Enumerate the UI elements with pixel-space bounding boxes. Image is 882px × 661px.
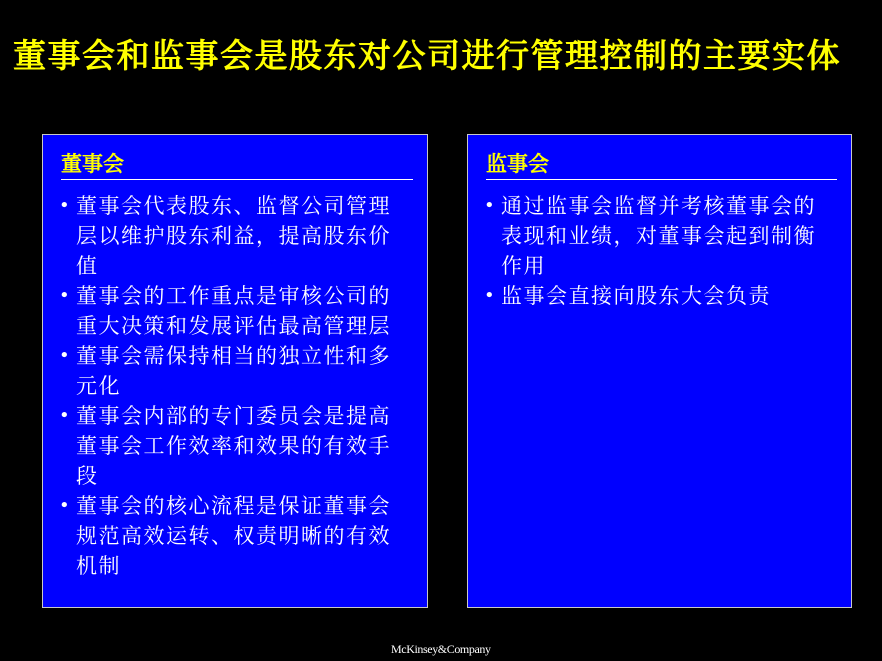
board-of-directors-panel: [42, 134, 428, 608]
bullet-item: [57, 341, 411, 401]
bullet-text: 董事会代表股东、监督公司管理层以维护股东利益，提高股东价值: [76, 194, 391, 278]
bullet-text: 董事会的工作重点是审核公司的重大决策和发展评估最高管理层: [76, 284, 391, 338]
mckinsey-logo: McKinsey&Company: [391, 642, 491, 656]
board-of-directors-heading: [61, 149, 413, 180]
board-of-directors-heading-text: 董事会: [61, 151, 124, 176]
bullet-text: 通过监事会监督并考核董事会的表现和业绩，对董事会起到制衡作用: [501, 194, 816, 278]
bullet-icon: •: [484, 195, 497, 216]
bullet-icon: •: [59, 285, 72, 306]
bullet-text: 董事会的核心流程是保证董事会规范高效运转、权责明晰的有效机制: [76, 494, 391, 578]
bullet-icon: •: [59, 405, 72, 426]
bullet-icon: •: [59, 495, 72, 516]
board-of-supervisors-bullet-list: [482, 191, 835, 311]
bullet-text: 董事会需保持相当的独立性和多元化: [76, 344, 391, 398]
bullet-item: [57, 491, 411, 581]
bullet-item: [57, 281, 411, 341]
board-of-directors-bullet-list: [57, 191, 411, 581]
bullet-icon: •: [484, 285, 497, 306]
slide-title: 董事会和监事会是股东对公司进行管理控制的主要实体: [13, 36, 841, 75]
bullet-text: 董事会内部的专门委员会是提高董事会工作效率和效果的有效手段: [76, 404, 391, 488]
board-of-supervisors-heading: [486, 149, 837, 180]
bullet-item: [482, 191, 835, 281]
bullet-icon: •: [59, 345, 72, 366]
bullet-item: [57, 191, 411, 281]
bullet-item: [57, 401, 411, 491]
bullet-item: [482, 281, 835, 311]
bullet-text: 监事会直接向股东大会负责: [501, 284, 771, 308]
bullet-icon: •: [59, 195, 72, 216]
board-of-supervisors-heading-text: 监事会: [486, 151, 549, 176]
board-of-supervisors-panel: [467, 134, 852, 608]
